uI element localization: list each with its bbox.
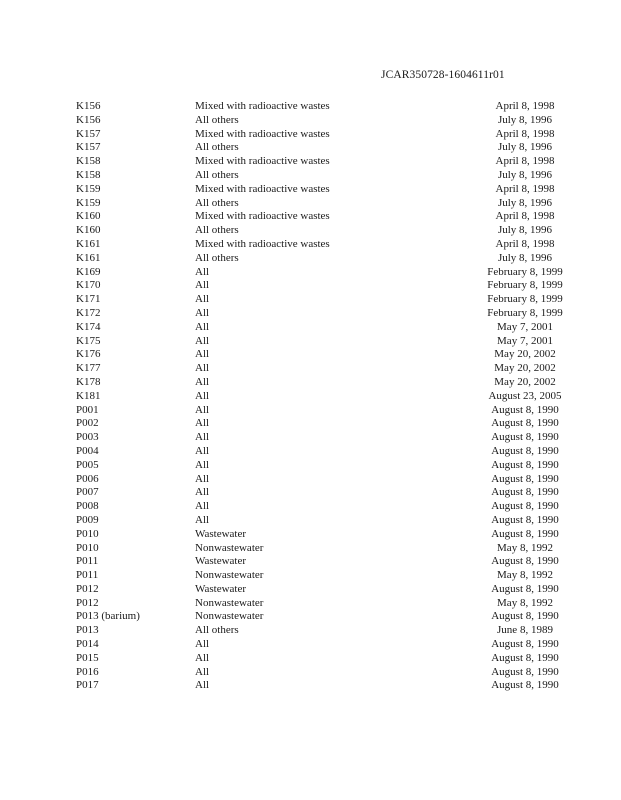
waste-description: All	[195, 320, 210, 333]
table-row	[0, 293, 621, 307]
waste-code: K181	[76, 389, 101, 402]
effective-date: August 8, 1990	[491, 638, 559, 651]
effective-date: July 8, 1996	[497, 168, 553, 181]
waste-description: Nonwastewater	[195, 596, 264, 609]
waste-code: K158	[76, 155, 101, 168]
table-row	[0, 417, 621, 431]
table-row	[0, 155, 621, 169]
waste-description: All	[195, 279, 210, 292]
table-row	[0, 390, 621, 404]
waste-description: All	[195, 389, 210, 402]
waste-code: P001	[76, 403, 99, 416]
waste-code: P016	[76, 665, 99, 678]
waste-code: K161	[76, 251, 101, 264]
table-row	[0, 404, 621, 418]
waste-code: K160	[76, 210, 101, 223]
table-row	[0, 252, 621, 266]
effective-date: August 8, 1990	[491, 555, 559, 568]
table-row	[0, 114, 621, 128]
table-row	[0, 528, 621, 542]
effective-date: July 8, 1996	[497, 196, 553, 209]
effective-date: May 7, 2001	[497, 334, 553, 347]
table-row	[0, 542, 621, 556]
effective-date: April 8, 1998	[495, 155, 555, 168]
effective-date: May 7, 2001	[497, 320, 553, 333]
table-row	[0, 266, 621, 280]
table-row	[0, 376, 621, 390]
table-row	[0, 169, 621, 183]
effective-date: August 8, 1990	[491, 679, 559, 692]
effective-date: April 8, 1998	[495, 210, 555, 223]
waste-description: All	[195, 362, 210, 375]
waste-description: All	[195, 375, 210, 388]
waste-code: P015	[76, 651, 99, 664]
effective-date: August 8, 1990	[491, 610, 559, 623]
waste-code: P017	[76, 679, 99, 692]
effective-date: August 8, 1990	[491, 403, 559, 416]
waste-code: K159	[76, 196, 101, 209]
table-row	[0, 431, 621, 445]
waste-description: All	[195, 417, 210, 430]
effective-date: April 8, 1998	[495, 100, 555, 112]
waste-code: K157	[76, 127, 101, 140]
waste-code: K160	[76, 224, 101, 237]
table-row	[0, 569, 621, 583]
waste-code: K159	[76, 182, 101, 195]
table-row	[0, 624, 621, 638]
waste-code: P010	[76, 541, 99, 554]
table-row	[0, 197, 621, 211]
waste-code: K170	[76, 279, 101, 292]
waste-description: All others	[195, 251, 239, 264]
waste-description: All	[195, 306, 210, 319]
waste-description: All	[195, 638, 210, 651]
effective-date: August 8, 1990	[491, 431, 559, 444]
waste-description: All	[195, 472, 210, 485]
effective-date: April 8, 1998	[495, 237, 555, 250]
table-row	[0, 610, 621, 624]
table-row	[0, 459, 621, 473]
waste-code: P004	[76, 444, 99, 457]
waste-description: All	[195, 348, 210, 361]
effective-date: August 8, 1990	[491, 665, 559, 678]
waste-description: Nonwastewater	[195, 541, 264, 554]
effective-date-table	[0, 100, 621, 693]
waste-description: Wastewater	[195, 527, 247, 540]
waste-description: All	[195, 679, 210, 692]
waste-code: K176	[76, 348, 101, 361]
waste-description: Wastewater	[195, 555, 247, 568]
table-row	[0, 348, 621, 362]
table-row	[0, 128, 621, 142]
effective-date: August 8, 1990	[491, 472, 559, 485]
waste-description: All	[195, 293, 210, 306]
waste-description: All	[195, 665, 210, 678]
waste-description: Mixed with radioactive wastes	[195, 182, 330, 195]
waste-code: P002	[76, 417, 99, 430]
waste-code: P009	[76, 513, 99, 526]
waste-description: All	[195, 431, 210, 444]
effective-date: July 8, 1996	[497, 224, 553, 237]
waste-description: All others	[195, 624, 239, 637]
effective-date: August 8, 1990	[491, 527, 559, 540]
waste-code: K169	[76, 265, 101, 278]
waste-description: All others	[195, 224, 239, 237]
waste-code: P013 (barium)	[76, 610, 140, 623]
waste-description: Mixed with radioactive wastes	[195, 237, 330, 250]
effective-date: August 8, 1990	[491, 486, 559, 499]
effective-date: July 8, 1996	[497, 113, 553, 126]
effective-date: August 8, 1990	[491, 500, 559, 513]
effective-date: August 8, 1990	[491, 444, 559, 457]
table-row	[0, 514, 621, 528]
waste-description: All	[195, 403, 210, 416]
table-row	[0, 679, 621, 693]
waste-code: K178	[76, 375, 101, 388]
waste-code: P014	[76, 638, 99, 651]
waste-description: Mixed with radioactive wastes	[195, 210, 330, 223]
waste-description: All	[195, 651, 210, 664]
waste-description: All others	[195, 196, 239, 209]
table-row	[0, 279, 621, 293]
waste-description: All	[195, 513, 210, 526]
effective-date: May 8, 1992	[497, 596, 553, 609]
table-row	[0, 583, 621, 597]
waste-description: Mixed with radioactive wastes	[195, 155, 330, 168]
waste-description: Wastewater	[195, 582, 247, 595]
waste-description: All	[195, 458, 210, 471]
waste-code: K172	[76, 306, 101, 319]
effective-date: August 8, 1990	[491, 651, 559, 664]
waste-code: K161	[76, 237, 101, 250]
waste-description: All others	[195, 141, 239, 154]
table-row	[0, 362, 621, 376]
table-row	[0, 210, 621, 224]
effective-date: May 20, 2002	[494, 348, 556, 361]
table-row	[0, 666, 621, 680]
waste-code: P011	[76, 569, 99, 582]
table-row	[0, 500, 621, 514]
table-row	[0, 183, 621, 197]
waste-code: P012	[76, 582, 99, 595]
effective-date: May 8, 1992	[497, 541, 553, 554]
waste-description: All others	[195, 113, 239, 126]
effective-date: May 20, 2002	[494, 375, 556, 388]
table-row	[0, 224, 621, 238]
table-row	[0, 238, 621, 252]
waste-code: P008	[76, 500, 99, 513]
table-row	[0, 307, 621, 321]
waste-code: K157	[76, 141, 101, 154]
effective-date: February 8, 1999	[487, 265, 563, 278]
table-row	[0, 652, 621, 666]
waste-description: All	[195, 500, 210, 513]
effective-date: July 8, 1996	[497, 141, 553, 154]
table-row	[0, 597, 621, 611]
waste-description: All	[195, 334, 210, 347]
waste-description: All	[195, 444, 210, 457]
effective-date: April 8, 1998	[495, 182, 555, 195]
effective-date: May 20, 2002	[494, 362, 556, 375]
effective-date: February 8, 1999	[487, 279, 563, 292]
table-row	[0, 335, 621, 349]
waste-description: All	[195, 265, 210, 278]
table-row	[0, 486, 621, 500]
waste-code: P003	[76, 431, 99, 444]
effective-date: May 8, 1992	[497, 569, 553, 582]
table-row	[0, 473, 621, 487]
waste-code: P011	[76, 555, 99, 568]
waste-code: P013	[76, 624, 99, 637]
effective-date: August 8, 1990	[491, 582, 559, 595]
effective-date: June 8, 1989	[497, 624, 553, 637]
effective-date: August 23, 2005	[488, 389, 562, 402]
table-row	[0, 321, 621, 335]
waste-description: Mixed with radioactive wastes	[195, 100, 330, 112]
effective-date: February 8, 1999	[487, 293, 563, 306]
effective-date: August 8, 1990	[491, 513, 559, 526]
waste-description: Mixed with radioactive wastes	[195, 127, 330, 140]
waste-code: K171	[76, 293, 101, 306]
waste-description: Nonwastewater	[195, 610, 264, 623]
effective-date: July 8, 1996	[497, 251, 553, 264]
effective-date: August 8, 1990	[491, 458, 559, 471]
table-row	[0, 555, 621, 569]
table-row	[0, 100, 621, 114]
waste-code: K156	[76, 100, 101, 112]
waste-code: K158	[76, 168, 101, 181]
waste-code: P012	[76, 596, 99, 609]
waste-code: P007	[76, 486, 99, 499]
waste-code: P010	[76, 527, 99, 540]
table-row	[0, 445, 621, 459]
waste-description: All others	[195, 168, 239, 181]
waste-code: K156	[76, 113, 101, 126]
effective-date: April 8, 1998	[495, 127, 555, 140]
waste-code: P005	[76, 458, 99, 471]
document-id: JCAR350728-1604611r01	[381, 69, 505, 81]
waste-description: All	[195, 486, 210, 499]
waste-code: K175	[76, 334, 101, 347]
table-row	[0, 141, 621, 155]
waste-code: K177	[76, 362, 101, 375]
effective-date: February 8, 1999	[487, 306, 563, 319]
waste-description: Nonwastewater	[195, 569, 264, 582]
waste-code: K174	[76, 320, 101, 333]
effective-date: August 8, 1990	[491, 417, 559, 430]
table-row	[0, 638, 621, 652]
waste-code: P006	[76, 472, 99, 485]
